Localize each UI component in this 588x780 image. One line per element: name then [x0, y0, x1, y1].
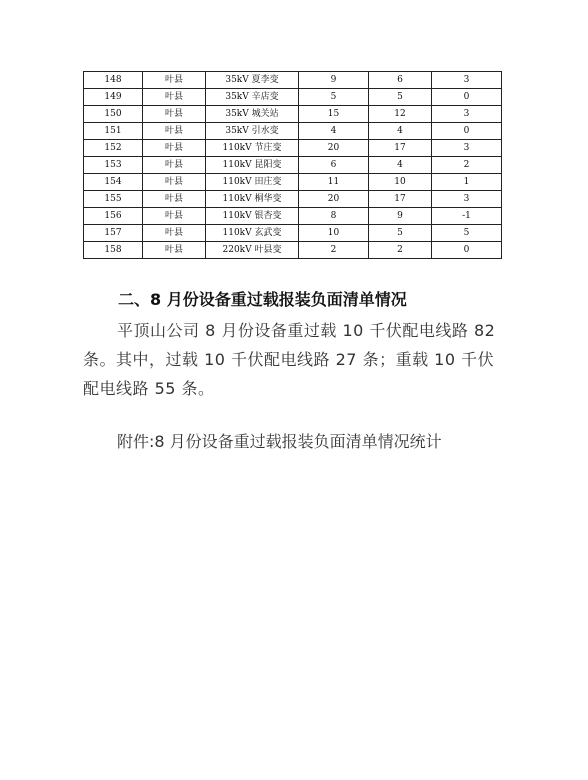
- count-cell: 20: [299, 140, 369, 157]
- table-row: [84, 157, 502, 174]
- table-row: [84, 242, 502, 259]
- count-cell: 15: [299, 106, 369, 123]
- substation-cell: 35kV 城关站: [206, 106, 299, 123]
- difference-cell: -1: [432, 208, 502, 225]
- summary-paragraph: 平顶山公司 8 月份设备重过载 10 千伏配电线路 82 条。其中，过载 10 千伏配电线路 27 条；重载 10 千伏配电线路 55 条。: [83, 321, 496, 398]
- count-cell: 5: [369, 225, 432, 242]
- table-row: [84, 225, 502, 242]
- difference-cell: 0: [432, 123, 502, 140]
- count-cell: 17: [369, 140, 432, 157]
- county-cell: 叶县: [143, 191, 206, 208]
- county-cell: 叶县: [143, 106, 206, 123]
- count-cell: 4: [369, 123, 432, 140]
- row-number-cell: 156: [84, 208, 143, 225]
- table-row: [84, 208, 502, 225]
- table-row: [84, 106, 502, 123]
- county-cell: 叶县: [143, 157, 206, 174]
- count-cell: 4: [299, 123, 369, 140]
- table-row: [84, 72, 502, 89]
- count-cell: 8: [299, 208, 369, 225]
- row-number-cell: 153: [84, 157, 143, 174]
- attachment-note: 附件:8 月份设备重过载报装负面清单情况统计: [117, 432, 442, 451]
- substation-cell: 35kV 辛店变: [206, 89, 299, 106]
- row-number-cell: 148: [84, 72, 143, 89]
- count-cell: 17: [369, 191, 432, 208]
- count-cell: 12: [369, 106, 432, 123]
- row-number-cell: 149: [84, 89, 143, 106]
- row-number-cell: 157: [84, 225, 143, 242]
- count-cell: 2: [369, 242, 432, 259]
- row-number-cell: 155: [84, 191, 143, 208]
- section-heading: 二、8 月份设备重过载报装负面清单情况: [118, 290, 407, 309]
- count-cell: 10: [369, 174, 432, 191]
- substation-cell: 110kV 田庄变: [206, 174, 299, 191]
- difference-cell: 5: [432, 225, 502, 242]
- county-cell: 叶县: [143, 123, 206, 140]
- substation-cell: 110kV 桐华变: [206, 191, 299, 208]
- difference-cell: 3: [432, 191, 502, 208]
- county-cell: 叶县: [143, 72, 206, 89]
- row-number-cell: 154: [84, 174, 143, 191]
- table-row: [84, 123, 502, 140]
- count-cell: 5: [299, 89, 369, 106]
- county-cell: 叶县: [143, 174, 206, 191]
- table-row: [84, 140, 502, 157]
- row-number-cell: 150: [84, 106, 143, 123]
- county-cell: 叶县: [143, 225, 206, 242]
- table-row: [84, 89, 502, 106]
- count-cell: 9: [369, 208, 432, 225]
- count-cell: 11: [299, 174, 369, 191]
- county-cell: 叶县: [143, 242, 206, 259]
- county-cell: 叶县: [143, 208, 206, 225]
- count-cell: 5: [369, 89, 432, 106]
- count-cell: 6: [299, 157, 369, 174]
- substation-cell: 110kV 节庄变: [206, 140, 299, 157]
- difference-cell: 0: [432, 242, 502, 259]
- difference-cell: 1: [432, 174, 502, 191]
- row-number-cell: 158: [84, 242, 143, 259]
- county-cell: 叶县: [143, 140, 206, 157]
- difference-cell: 3: [432, 72, 502, 89]
- count-cell: 2: [299, 242, 369, 259]
- substation-cell: 35kV 引水变: [206, 123, 299, 140]
- substation-cell: 110kV 银杏变: [206, 208, 299, 225]
- difference-cell: 0: [432, 89, 502, 106]
- difference-cell: 3: [432, 106, 502, 123]
- county-cell: 叶县: [143, 89, 206, 106]
- count-cell: 20: [299, 191, 369, 208]
- difference-cell: 2: [432, 157, 502, 174]
- count-cell: 6: [369, 72, 432, 89]
- row-number-cell: 152: [84, 140, 143, 157]
- table-row: [84, 191, 502, 208]
- difference-cell: 3: [432, 140, 502, 157]
- table-body: [84, 72, 502, 259]
- count-cell: 10: [299, 225, 369, 242]
- count-cell: 4: [369, 157, 432, 174]
- row-number-cell: 151: [84, 123, 143, 140]
- substation-load-table: [83, 71, 502, 259]
- table-row: [84, 174, 502, 191]
- substation-cell: 35kV 夏李变: [206, 72, 299, 89]
- substation-cell: 110kV 昆阳变: [206, 157, 299, 174]
- count-cell: 9: [299, 72, 369, 89]
- substation-cell: 110kV 玄武变: [206, 225, 299, 242]
- substation-cell: 220kV 叶县变: [206, 242, 299, 259]
